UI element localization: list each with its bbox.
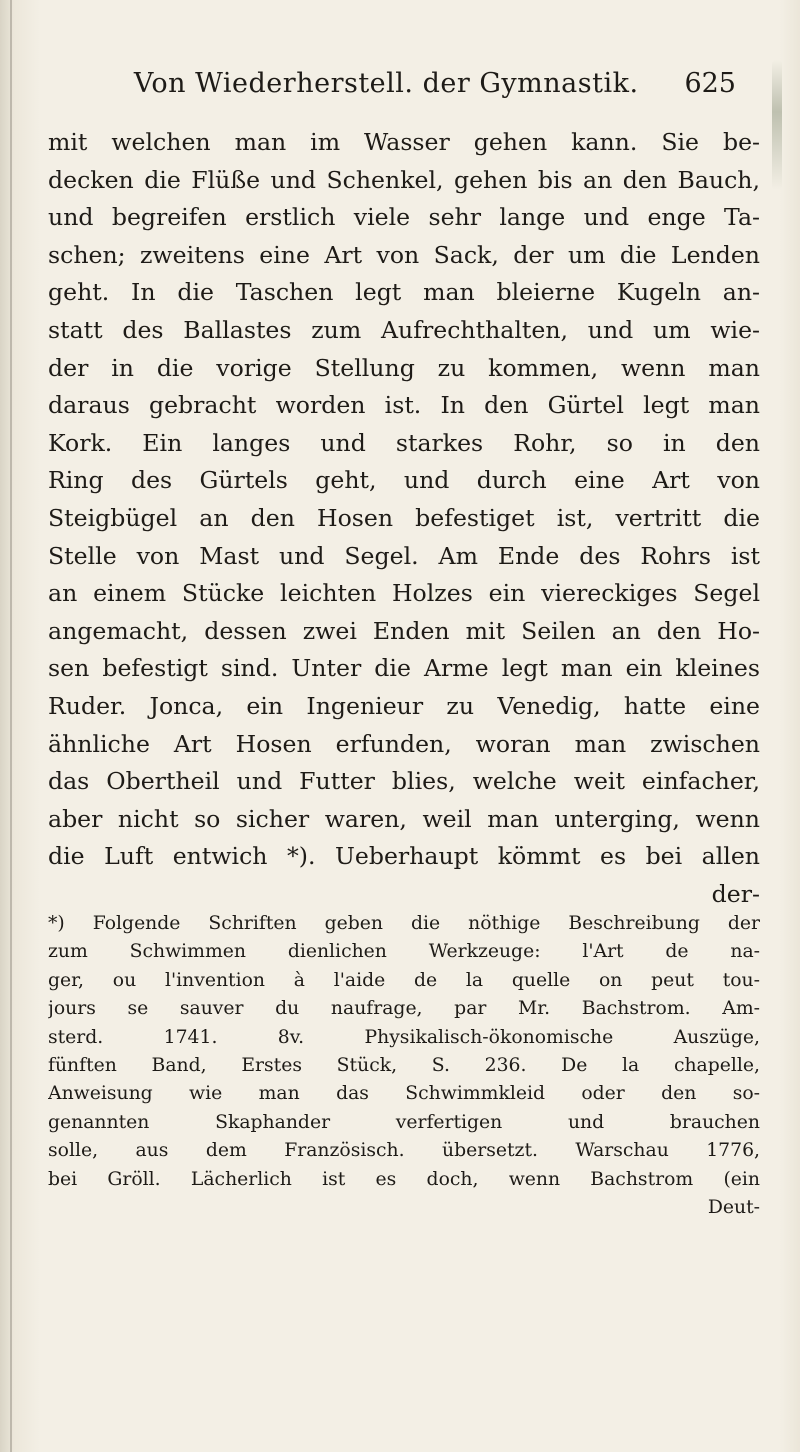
page-gutter-edge xyxy=(10,0,12,1452)
text-line: der in die vorige Stellung zu kommen, wenn man xyxy=(48,353,760,382)
footnote-line: ger, ou l'invention à l'aide de la quelle on peut tou- xyxy=(48,969,760,991)
text-line: decken die Flüße und Schenkel, gehen bis an den Bauch, xyxy=(48,165,760,194)
text-line: geht. In die Taschen legt man bleierne Kugeln an- xyxy=(48,278,760,307)
text-line: Steigbügel an den Hosen befestiget ist, vertritt die xyxy=(48,503,760,532)
footnote-line: bei Gröll. Lächerlich ist es doch, wenn Bachstrom (ein xyxy=(48,1168,760,1190)
footnote-line: sterd. 1741. 8v. Physikalisch-ökonomische Auszüge, xyxy=(48,1026,760,1048)
footnote-line: *) Folgende Schriften geben die nöthige Beschreibung der xyxy=(48,913,760,934)
footnote-line: jours se sauver du naufrage, par Mr. Bachstrom. Am- xyxy=(48,998,760,1020)
running-head: Von Wiederherstell. der Gymnastik. xyxy=(133,68,639,99)
text-line: angemacht, dessen zwei Enden mit Seilen an den Ho- xyxy=(48,616,760,645)
footnote-line: zum Schwimmen dienlichen Werkzeuge: l'Art de na- xyxy=(48,941,760,963)
text-line: Ruder. Jonca, ein Ingenieur zu Venedig, hatte eine xyxy=(48,691,760,720)
text-line: schen; zweitens eine Art von Sack, der um die Lenden xyxy=(48,240,760,269)
main-text xyxy=(48,124,760,913)
text-line: ähnliche Art Hosen erfunden, woran man zwischen xyxy=(48,729,760,758)
text-line: das Obertheil und Futter blies, welche weit einfacher, xyxy=(48,767,760,796)
footnote-line: solle, aus dem Französisch. übersetzt. Warschau 1776, xyxy=(48,1140,760,1162)
footnote-line: genannten Skaphander verfertigen und brauchen xyxy=(48,1111,760,1133)
text-line: Kork. Ein langes und starkes Rohr, so in den xyxy=(48,428,760,457)
catchword: der- xyxy=(711,879,760,908)
text-line: und begreifen erstlich viele sehr lange und enge Ta- xyxy=(48,203,760,232)
text-line: Stelle von Mast und Segel. Am Ende des Rohrs ist xyxy=(48,541,760,570)
text-line: die Luft entwich *). Ueberhaupt kömmt es bei allen xyxy=(48,842,760,871)
footnote-line: Anweisung wie man das Schwimmkleid oder den so- xyxy=(48,1083,760,1105)
footnote-catchword: Deut- xyxy=(707,1196,760,1218)
page-number: 625 xyxy=(684,68,736,99)
text-line: mit welchen man im Wasser gehen kann. Sie be- xyxy=(48,128,760,156)
text-line: daraus gebracht worden ist. In den Gürtel legt man xyxy=(48,391,760,420)
footnote-line: fünften Band, Erstes Stück, S. 236. De la chapelle, xyxy=(48,1054,760,1076)
text-line: statt des Ballastes zum Aufrechthalten, und um wie- xyxy=(48,315,760,344)
page-header xyxy=(96,68,736,108)
text-line: an einem Stücke leichten Holzes ein viereckiges Segel xyxy=(48,579,760,608)
footnote xyxy=(48,910,760,1222)
text-line: sen befestigt sind. Unter die Arme legt man ein kleines xyxy=(48,654,760,683)
text-line: Ring des Gürtels geht, und durch eine Art von xyxy=(48,466,760,495)
text-line: aber nicht so sicher waren, weil man unterging, wenn xyxy=(48,804,760,833)
page-stain xyxy=(772,60,782,190)
